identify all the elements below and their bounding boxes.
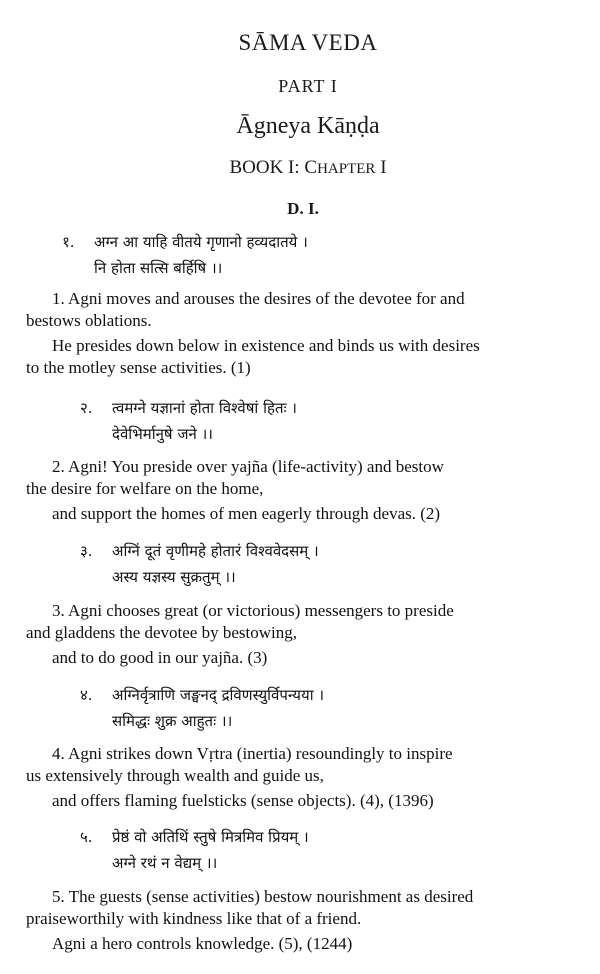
book-title: SĀMA VEDA	[238, 30, 378, 55]
verse-1-translation-line-4: to the motley sense activities. (1)	[26, 358, 251, 377]
chapter-heading-main: BOOK I: C	[229, 157, 318, 178]
verse-1-sanskrit-line-2: नि होता सत्सि बर्हिषि ।।	[94, 259, 223, 277]
verse-3-translation-line-3: and to do good in our yajña. (3)	[52, 648, 268, 667]
verse-3-translation-line-2: and gladdens the devotee by bestowing,	[26, 623, 297, 642]
chapter-heading-smallcaps: HAPTER	[317, 161, 376, 177]
verse-4-sanskrit-line-2: समिद्धः शुक्र आहुतः ।।	[112, 712, 233, 730]
verse-3-sanskrit-line-2: अस्य यज्ञस्य सुक्रतुम् ।।	[112, 568, 236, 586]
verse-5-translation-line-3: Agni a hero controls knowledge. (5), (1244)	[52, 934, 353, 953]
verse-2-translation-line-1: 2. Agni! You preside over yajña (life-activity) and bestow	[52, 457, 444, 476]
verse-4-sanskrit-text-1: अग्निर्वृत्राणि जङ्घनद् द्रविणस्युर्विपन्यया ।	[112, 686, 325, 704]
verse-3-translation-line-1: 3. Agni chooses great (or victorious) messengers to preside	[52, 601, 454, 620]
division-heading: D. I.	[287, 199, 319, 218]
verse-4-translation-line-2: us extensively through wealth and guide us,	[26, 766, 324, 785]
verse-2-sanskrit-text-1: त्वमग्ने यज्ञानां होता विश्वेषां हितः ।	[112, 399, 297, 417]
verse-2-translation-line-2: the desire for welfare on the home,	[26, 479, 264, 498]
verse-5-number: ५.	[80, 828, 93, 846]
verse-4-translation-line-1: 4. Agni strikes down Vṛtra (inertia) resoundingly to inspire	[52, 744, 453, 763]
chapter-heading-end: I	[375, 157, 387, 178]
verse-1-translation-line-2: bestows oblations.	[26, 311, 152, 330]
verse-5-translation-line-1: 5. The guests (sense activities) bestow nourishment as desired	[52, 887, 474, 906]
verse-4-translation-line-3: and offers flaming fuelsticks (sense objects). (4), (1396)	[52, 791, 434, 810]
verse-5-sanskrit-text-1: प्रेष्ठं वो अतिथिं स्तुषे मित्रमिव प्रियम् ।	[112, 828, 309, 846]
verse-2-sanskrit-line-1	[80, 398, 297, 418]
verse-2-translation-line-3: and support the homes of men eagerly through devas. (2)	[52, 504, 441, 523]
kanda-heading: Āgneya Kāṇḍa	[236, 113, 380, 139]
verse-3-sanskrit-text-1: अग्निं दूतं वृणीमहे होतारं विश्ववेदसम् ।	[112, 542, 319, 560]
part-heading: PART I	[278, 76, 338, 96]
verse-1-translation-line-1: 1. Agni moves and arouses the desires of the devotee for and	[52, 289, 465, 308]
verse-5-translation-line-2: praiseworthily with kindness like that of a friend.	[26, 909, 362, 928]
verse-1-number: १.	[62, 233, 75, 251]
verse-1-sanskrit-line-1	[62, 232, 308, 252]
verse-4-number: ४.	[80, 686, 93, 704]
verse-5-sanskrit-line-1	[80, 827, 309, 847]
verse-2-sanskrit-line-2: देवेभिर्मानुषे जने ।।	[112, 425, 213, 443]
verse-1-translation-line-3: He presides down below in existence and binds us with desires	[52, 336, 480, 355]
verse-3-sanskrit-line-1	[80, 541, 319, 561]
verse-5-sanskrit-line-2: अग्ने रथं न वेद्यम् ।।	[112, 854, 218, 872]
verse-2-number: २.	[80, 399, 93, 417]
verse-4-sanskrit-line-1	[80, 685, 324, 705]
verse-1-sanskrit-text-1: अग्न आ याहि वीतये गृणानो हव्यदातये ।	[94, 233, 308, 251]
verse-3-number: ३.	[80, 542, 93, 560]
chapter-heading	[8, 157, 600, 179]
